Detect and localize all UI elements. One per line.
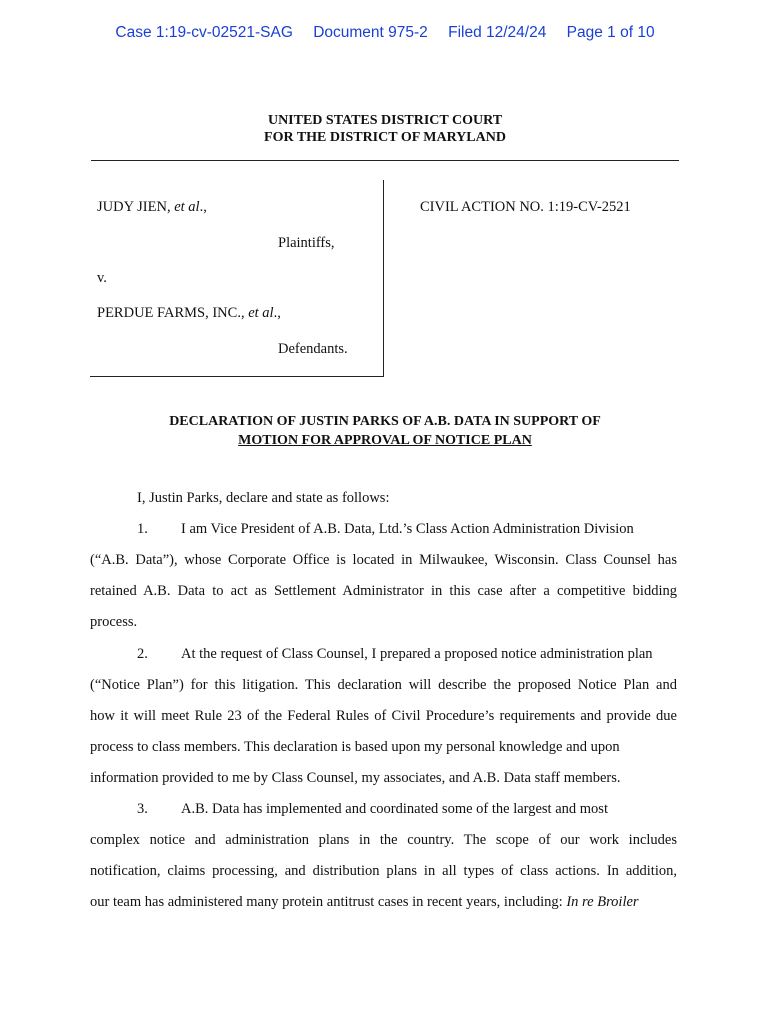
plaintiff-party [97,199,207,216]
para-2-line-5: information provided to me by Class Counsel, my associates, and A.B. Data staff members. [90,770,621,786]
civil-action-number: CIVIL ACTION NO. 1:19-CV-2521 [420,199,631,215]
para-3-line-4 [90,894,639,911]
plaintiff-etal: et al [174,199,200,215]
para-3-line-4-text: our team has administered many protein antitrust cases in recent years, including: [90,894,563,910]
para-1-line-1: I am Vice President of A.B. Data, Ltd.’s Class Action Administration Division [181,521,634,537]
plaintiff-name: JUDY JIEN, [97,199,171,215]
versus: v. [97,270,107,286]
title-line-1: DECLARATION OF JUSTIN PARKS OF A.B. DATA IN SUPPORT OF [169,414,601,429]
para-3-number: 3. [137,801,148,817]
defendants-label: Defendants. [278,341,348,357]
para-2-line-1: At the request of Class Counsel, I prepared a proposed notice administration plan [181,646,653,662]
para-3-line-1: A.B. Data has implemented and coordinated some of the largest and most [181,801,608,817]
caption-top-rule [91,160,679,161]
para-2-line-3: how it will meet Rule 23 of the Federal Rules of Civil Procedure’s requirements and provide due [90,708,677,724]
filing-stamp [0,24,770,42]
filed-date: Filed 12/24/24 [448,24,547,41]
para-2-number: 2. [137,646,148,662]
court-heading [0,112,770,146]
para-3-line-3: notification, claims processing, and distribution plans in all types of class actions. In addition, [90,863,677,879]
para-1-line-2: (“A.B. Data”), whose Corporate Office is located in Milwaukee, Wisconsin. Class Counsel has [90,552,677,568]
document-title [0,412,770,450]
para-2-line-2: (“Notice Plan”) for this litigation. This declaration will describe the proposed Notice Plan and [90,677,677,693]
intro-paragraph: I, Justin Parks, declare and state as follows: [137,490,390,506]
para-1-line-3: retained A.B. Data to act as Settlement Administrator in this case after a competitive bidding [90,583,677,599]
para-1-number: 1. [137,521,148,537]
para-1-line-4: process. [90,614,138,630]
title-line-2: MOTION FOR APPROVAL OF NOTICE PLAN [238,433,532,448]
document-number: Document 975-2 [313,24,428,41]
para-3-line-2: complex notice and administration plans in the country. The scope of our work includes [90,832,677,848]
plaintiff-tail: ., [199,199,207,215]
para-2-line-4: process to class members. This declaration is based upon my personal knowledge and upon [90,739,620,755]
defendant-tail: ., [273,305,281,321]
plaintiffs-label: Plaintiffs, [278,235,335,251]
defendant-etal: et al [248,305,274,321]
page-number: Page 1 of 10 [566,24,655,41]
defendant-party [97,305,281,322]
caption-vertical-rule [383,180,384,377]
defendant-name: PERDUE FARMS, INC., [97,305,245,321]
caption-bottom-rule [90,376,384,377]
case-citation: In re Broiler [566,894,639,910]
case-number: Case 1:19-cv-02521-SAG [115,24,293,41]
court-name: UNITED STATES DISTRICT COURT [267,113,503,128]
court-district: FOR THE DISTRICT OF MARYLAND [264,130,506,145]
